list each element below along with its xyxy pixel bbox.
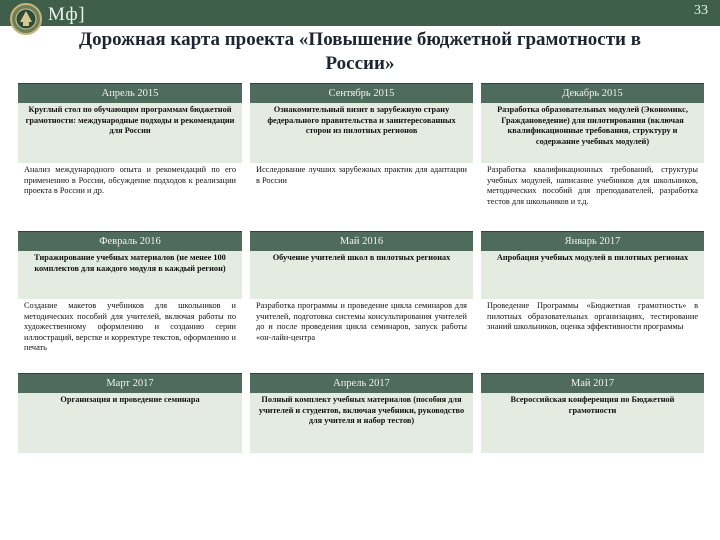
date-cell: Апрель 2015 [18,83,242,103]
date-cell: Апрель 2017 [250,373,473,393]
detail-cell: Разработка программы и проведение цикла семинаров для учителей, подготовка системы консультирования учителей до и после проведения цикла семинаров, запуск работы «он-лайн-центра [250,299,473,373]
goal-cell: Тиражирование учебных материалов (не менее 100 комплектов для каждого модуля в каждый регион) [18,251,242,299]
detail-cell: Анализ международного опыта и рекомендаций по его применению в России, обсуждение подходов к реализации проекта в России и др. [18,163,242,231]
date-row [18,373,704,393]
date-cell: Декабрь 2015 [481,83,704,103]
goal-cell: Круглый стол по обучающим программам бюджетной грамотности: международные подходы и рекомендации для России [18,103,242,163]
goal-cell: Обучение учителей школ в пилотных регионах [250,251,473,299]
top-bar [0,0,720,26]
goal-cell: Полный комплект учебных материалов (пособия для учителей и студентов, включая учебники, руководство для учителя и набор тестов) [250,393,473,453]
brand-label: Мф] [48,4,86,25]
goal-cell: Организация и проведение семинара [18,393,242,453]
detail-row [18,163,704,231]
roadmap-table [18,83,704,453]
goal-cell: Разработка образовательных модулей (Экономикс, Граждановедение) для пилотирования (включая квалификационные требования, структуру и содержание учебных модулей) [481,103,704,163]
detail-cell: Разработка квалификационных требований, структуры учебных модулей, написание учебников для школьников, методических пособий для преподавателей, разработка тестов для школьников и т.д. [481,163,704,231]
date-row [18,83,704,103]
detail-cell: Создание макетов учебников для школьников и методических пособий для учителей, включая работы по художественному оформлению и созданию серии иллюстраций, верстке и корректуре текстов, оформлению и печать [18,299,242,373]
slide-number: 33 [694,3,708,18]
goal-cell: Всероссийская конференция по Бюджетной грамотности [481,393,704,453]
date-cell: Сентябрь 2015 [250,83,473,103]
date-cell: Май 2016 [250,231,473,251]
date-cell: Март 2017 [18,373,242,393]
detail-cell: Исследование лучших зарубежных практик для адаптации в России [250,163,473,231]
page-title: Дорожная карта проекта «Повышение бюджетной грамотности в России» [79,29,641,74]
detail-row [18,299,704,373]
detail-cell: Проведение Программы «Бюджетная грамотность» в пилотных образовательных организациях, тестирование знаний школьников, оценка эффективности программы [481,299,704,373]
goal-row [18,103,704,163]
goal-cell: Ознакомительный визит в зарубежную страну федерального правительства и заинтересованных сторон из пилотных регионов [250,103,473,163]
emblem-icon [8,2,44,36]
goal-row [18,393,704,453]
date-cell: Февраль 2016 [18,231,242,251]
date-cell: Январь 2017 [481,231,704,251]
goal-row [18,251,704,299]
date-cell: Май 2017 [481,373,704,393]
goal-cell: Апробация учебных модулей в пилотных регионах [481,251,704,299]
date-row [18,231,704,251]
